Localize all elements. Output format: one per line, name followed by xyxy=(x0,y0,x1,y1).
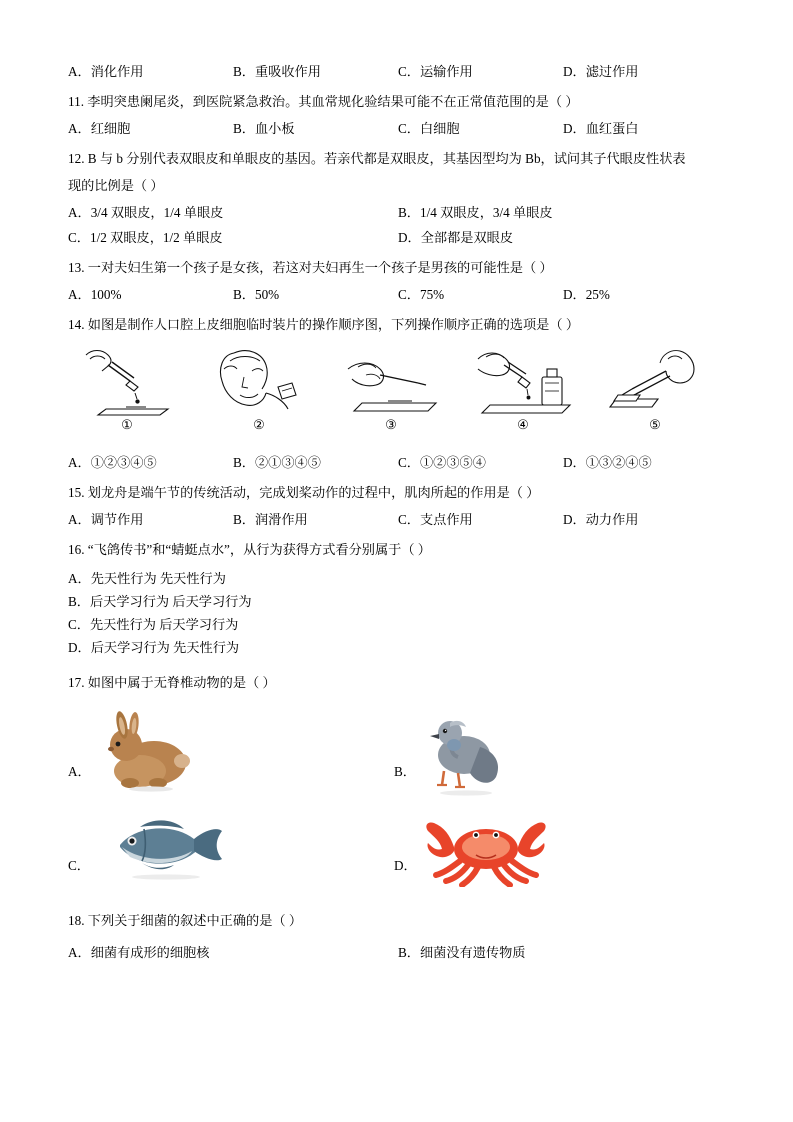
fish-image xyxy=(96,807,226,883)
option-b: B．50% xyxy=(233,287,280,302)
figure-step-1-label: ① xyxy=(121,417,133,432)
option-b: B．②①③④⑤ xyxy=(233,455,321,470)
fish-icon xyxy=(96,807,226,883)
question-16-number: 16. xyxy=(68,542,85,557)
page-content xyxy=(68,56,728,968)
question-14-figure xyxy=(68,343,728,439)
question-13-options xyxy=(68,285,728,304)
question-16-options xyxy=(68,567,728,659)
option-d: D．滤过作用 xyxy=(563,64,639,79)
question-12-options-row2 xyxy=(68,228,728,247)
question-18-stem xyxy=(68,911,728,931)
question-17-option-a-label: A． xyxy=(68,764,91,779)
question-14-text: 如图是制作人口腔上皮细胞临时装片的操作顺序图，下列操作顺序正确的选项是（ ） xyxy=(87,317,580,332)
question-16-stem xyxy=(68,540,728,560)
question-13-text: 一对夫妇生第一个孩子是女孩，若这对夫妇再生一个孩子是男孩的可能性是（ ） xyxy=(87,260,553,275)
question-17-option-d-label: D． xyxy=(394,858,417,873)
question-14-number: 14. xyxy=(68,317,85,332)
figure-step-2-label: ② xyxy=(253,417,265,432)
question-17-number: 17. xyxy=(68,675,85,690)
option-d: D．后天学习行为 先天性行为 xyxy=(68,640,240,655)
mouth-rinse-icon xyxy=(200,343,318,419)
question-15-number: 15. xyxy=(68,485,85,500)
option-c: C．先天性行为 后天学习行为 xyxy=(68,617,239,632)
option-a: A．调节作用 xyxy=(68,512,144,527)
option-a: A．先天性行为 先天性行为 xyxy=(68,571,226,586)
dropper-slide-icon xyxy=(68,343,186,419)
pigeon-icon xyxy=(420,707,516,799)
question-17-stem xyxy=(68,673,728,693)
question-13-number: 13. xyxy=(68,260,85,275)
option-d: D．全部都是双眼皮 xyxy=(398,230,514,245)
staining-icon xyxy=(464,343,582,419)
option-c: C．运输作用 xyxy=(398,64,473,79)
option-d: D．动力作用 xyxy=(563,512,639,527)
question-12-options-row1 xyxy=(68,203,728,222)
figure-step-3 xyxy=(332,343,450,419)
option-c: C．①②③⑤④ xyxy=(398,455,486,470)
figure-step-5-label: ⑤ xyxy=(649,417,661,432)
option-a: A．细菌有成形的细胞核 xyxy=(68,945,210,960)
question-13-stem xyxy=(68,258,728,278)
option-a: A．红细胞 xyxy=(68,121,131,136)
question-14-options xyxy=(68,453,728,472)
question-11-stem xyxy=(68,92,728,112)
question-17-option-c-label: C． xyxy=(68,858,90,873)
option-d: D．血红蛋白 xyxy=(563,121,639,136)
option-a: A．3/4 双眼皮，1/4 单眼皮 xyxy=(68,205,224,220)
option-c: C．1/2 双眼皮，1/2 单眼皮 xyxy=(68,230,223,245)
option-a: A．100% xyxy=(68,287,122,302)
question-12-stem-line2: 现的比例是（ ） xyxy=(68,178,164,193)
question-15-stem xyxy=(68,483,728,503)
coverslip-tweezers-icon xyxy=(596,343,714,419)
option-b: B．后天学习行为 后天学习行为 xyxy=(68,594,252,609)
question-17-text: 如图中属于无脊椎动物的是（ ） xyxy=(87,675,276,690)
question-11-number: 11. xyxy=(68,94,84,109)
toothpick-smear-icon xyxy=(332,343,450,419)
question-11-options xyxy=(68,119,728,138)
option-d: D．①③②④⑤ xyxy=(563,455,652,470)
rabbit-icon xyxy=(96,711,206,793)
rabbit-image xyxy=(96,711,206,793)
option-d: D．25% xyxy=(563,287,610,302)
option-a: A．消化作用 xyxy=(68,64,144,79)
question-16-text: “飞鸽传书”和“蜻蜓点水”，从行为获得方式看分别属于（ ） xyxy=(87,542,431,557)
question-18-number: 18. xyxy=(68,913,85,928)
question-15-text: 划龙舟是端午节的传统活动，完成划桨动作的过程中，肌肉所起的作用是（ ） xyxy=(87,485,540,500)
question-15-options xyxy=(68,510,728,529)
question-12-number: 12. xyxy=(68,151,85,166)
option-c: C．75% xyxy=(398,287,445,302)
option-a: A．①②③④⑤ xyxy=(68,455,157,470)
option-b: B．细菌没有遗传物质 xyxy=(398,945,526,960)
option-c: C．支点作用 xyxy=(398,512,473,527)
question-12-stem xyxy=(68,149,728,169)
option-c: C．白细胞 xyxy=(398,121,460,136)
question-11-text: 李明突患阑尾炎，到医院紧急救治。其血常规化验结果可能不在正常值范围的是（ ） xyxy=(87,94,579,109)
figure-step-1 xyxy=(68,343,186,419)
option-b: B．重吸收作用 xyxy=(233,64,321,79)
option-b: B．血小板 xyxy=(233,121,295,136)
figure-step-2 xyxy=(200,343,318,419)
question-17-option-b-label: B． xyxy=(394,764,416,779)
option-b: B．1/4 双眼皮，3/4 单眼皮 xyxy=(398,205,553,220)
question-12-text: B 与 b 分别代表双眼皮和单眼皮的基因。若亲代都是双眼皮，其基因型均为 Bb，试问其子代眼皮性状表 xyxy=(87,151,686,166)
figure-step-3-label: ③ xyxy=(385,417,397,432)
crab-image xyxy=(420,803,552,887)
question-17-figure xyxy=(68,703,728,893)
option-b: B．润滑作用 xyxy=(233,512,308,527)
options-row-top xyxy=(68,62,728,81)
question-14-stem xyxy=(68,315,728,335)
figure-step-4 xyxy=(464,343,582,419)
figure-step-5 xyxy=(596,343,714,419)
question-18-text: 下列关于细菌的叙述中正确的是（ ） xyxy=(87,913,303,928)
figure-step-4-label: ④ xyxy=(517,417,529,432)
question-18-options xyxy=(68,943,728,962)
pigeon-image xyxy=(420,707,516,799)
crab-icon xyxy=(420,803,552,887)
